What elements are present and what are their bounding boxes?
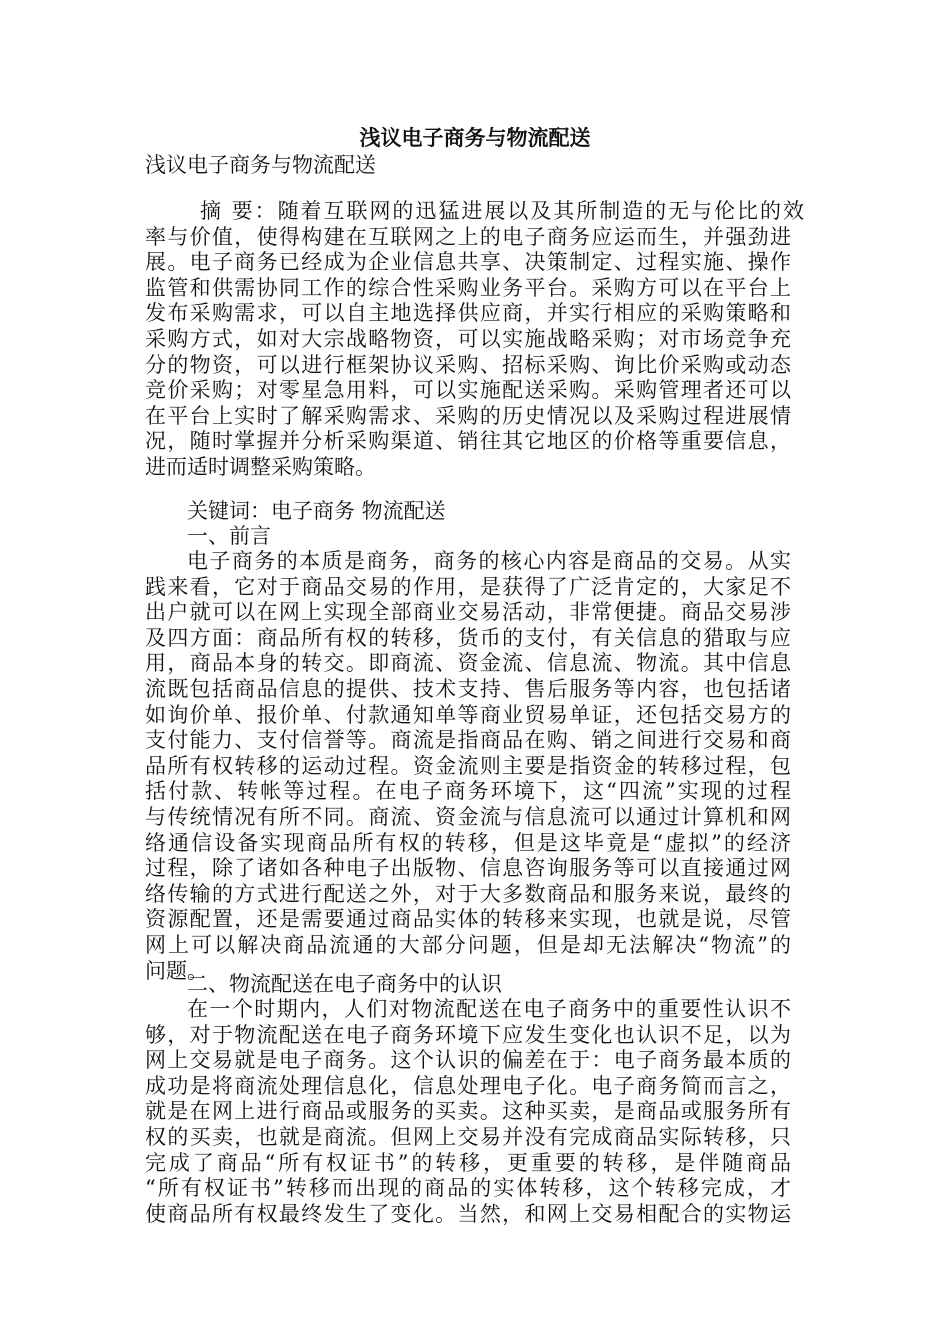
text-line: 况，随时掌握并分析采购渠道、销往其它地区的价格等重要信息， (145, 429, 791, 454)
text-line: 品所有权转移的运动过程。资金流则主要是指资金的转移过程，包 (145, 753, 791, 778)
text-line: 络通信设备实现商品所有权的转移，但是这毕竟是“虚拟”的经济 (145, 830, 791, 855)
text-line: 分的物资，可以进行框架协议采购、招标采购、询比价采购或动态 (145, 352, 791, 377)
text-line: 资源配置，还是需要通过商品实体的转移来实现，也就是说，尽管 (145, 907, 791, 932)
text-line: 进而适时调整采购策略。 (145, 455, 376, 479)
section-1-heading: 一、前言 (187, 524, 271, 548)
text-line: 监管和供需协同工作的综合性采购业务平台。采购方可以在平台上 (145, 275, 791, 300)
section-2-heading: 二、物流配送在电子商务中的认识 (187, 972, 502, 996)
document-subtitle: 浅议电子商务与物流配送 (145, 153, 376, 177)
text-line: 够，对于物流配送在电子商务环境下应发生变化也认识不足，以为 (145, 1022, 791, 1047)
text-line: 网上交易就是电子商务。这个认识的偏差在于：电子商务最本质的 (145, 1048, 791, 1073)
text-line: 支付能力、支付信誉等。商流是指商品在购、销之间进行交易和商 (145, 728, 791, 753)
text-line: 就是在网上进行商品或服务的买卖。这种买卖，是商品或服务所有 (145, 1099, 791, 1124)
text-line: 络传输的方式进行配送之外，对于大多数商品和服务来说，最终的 (145, 881, 791, 906)
text-line: 使商品所有权最终发生了变化。当然，和网上交易相配合的实物运 (145, 1201, 791, 1226)
text-line: 括付款、转帐等过程。在电子商务环境下，这“四流”实现的过程 (145, 779, 791, 804)
text-line: 成功是将商流处理信息化，信息处理电子化。电子商务简而言之， (145, 1073, 791, 1098)
text-line: “所有权证书”转移而出现的商品的实体转移，这个转移完成，才 (145, 1176, 791, 1201)
text-line: 竞价采购；对零星急用料，可以实施配送采购。采购管理者还可以 (145, 378, 791, 403)
text-line: 率与价值，使得构建在互联网之上的电子商务应运而生，并强劲进 (145, 224, 791, 249)
text-line: 完成了商品“所有权证书”的转移，更重要的转移，是伴随商品 (145, 1150, 791, 1175)
text-line: 采购方式，如对大宗战略物资，可以实施战略采购；对市场竞争充 (145, 327, 791, 351)
text-line: 在平台上实时了解采购需求、采购的历史情况以及采购过程进展情 (145, 403, 791, 428)
text-line: 与传统情况有所不同。商流、资金流与信息流可以通过计算机和网 (145, 805, 791, 829)
text-line: 在一个时期内，人们对物流配送在电子商务中的重要性认识不 (187, 997, 791, 1021)
text-line: 过程，除了诸如各种电子出版物、信息咨询服务等可以直接通过网 (145, 856, 791, 881)
text-line: 及四方面：商品所有权的转移，货币的支付，有关信息的猎取与应 (145, 625, 791, 650)
text-line: 电子商务的本质是商务，商务的核心内容是商品的交易。从实 (187, 549, 791, 573)
text-line: 问题。 (145, 958, 208, 983)
text-line: 摘 要：随着互联网的迅猛进展以及其所制造的无与伦比的效 (200, 199, 804, 223)
document-title: 浅议电子商务与物流配送 (359, 125, 591, 150)
text-line: 如询价单、报价单、付款通知单等商业贸易单证，还包括交易方的 (145, 702, 791, 727)
text-line: 流既包括商品信息的提供、技术支持、售后服务等内容，也包括诸 (145, 677, 791, 701)
text-line: 发布采购需求，可以自主地选择供应商，并实行相应的采购策略和 (145, 301, 791, 326)
text-line: 网上可以解决商品流通的大部分问题，但是却无法解决“物流”的 (145, 933, 791, 957)
text-line: 出户就可以在网上实现全部商业交易活动，非常便捷。商品交易涉 (145, 600, 791, 625)
text-line: 用，商品本身的转交。即商流、资金流、信息流、物流。其中信息 (145, 651, 791, 676)
text-line: 展。电子商务已经成为企业信息共享、决策制定、过程实施、操作 (145, 250, 791, 275)
text-line: 权的买卖，也就是商流。但网上交易并没有完成商品实际转移，只 (145, 1125, 791, 1149)
keywords: 关键词：电子商务 物流配送 (187, 499, 446, 523)
text-line: 践来看，它对于商品交易的作用，是获得了广泛肯定的，大家足不 (145, 574, 791, 599)
